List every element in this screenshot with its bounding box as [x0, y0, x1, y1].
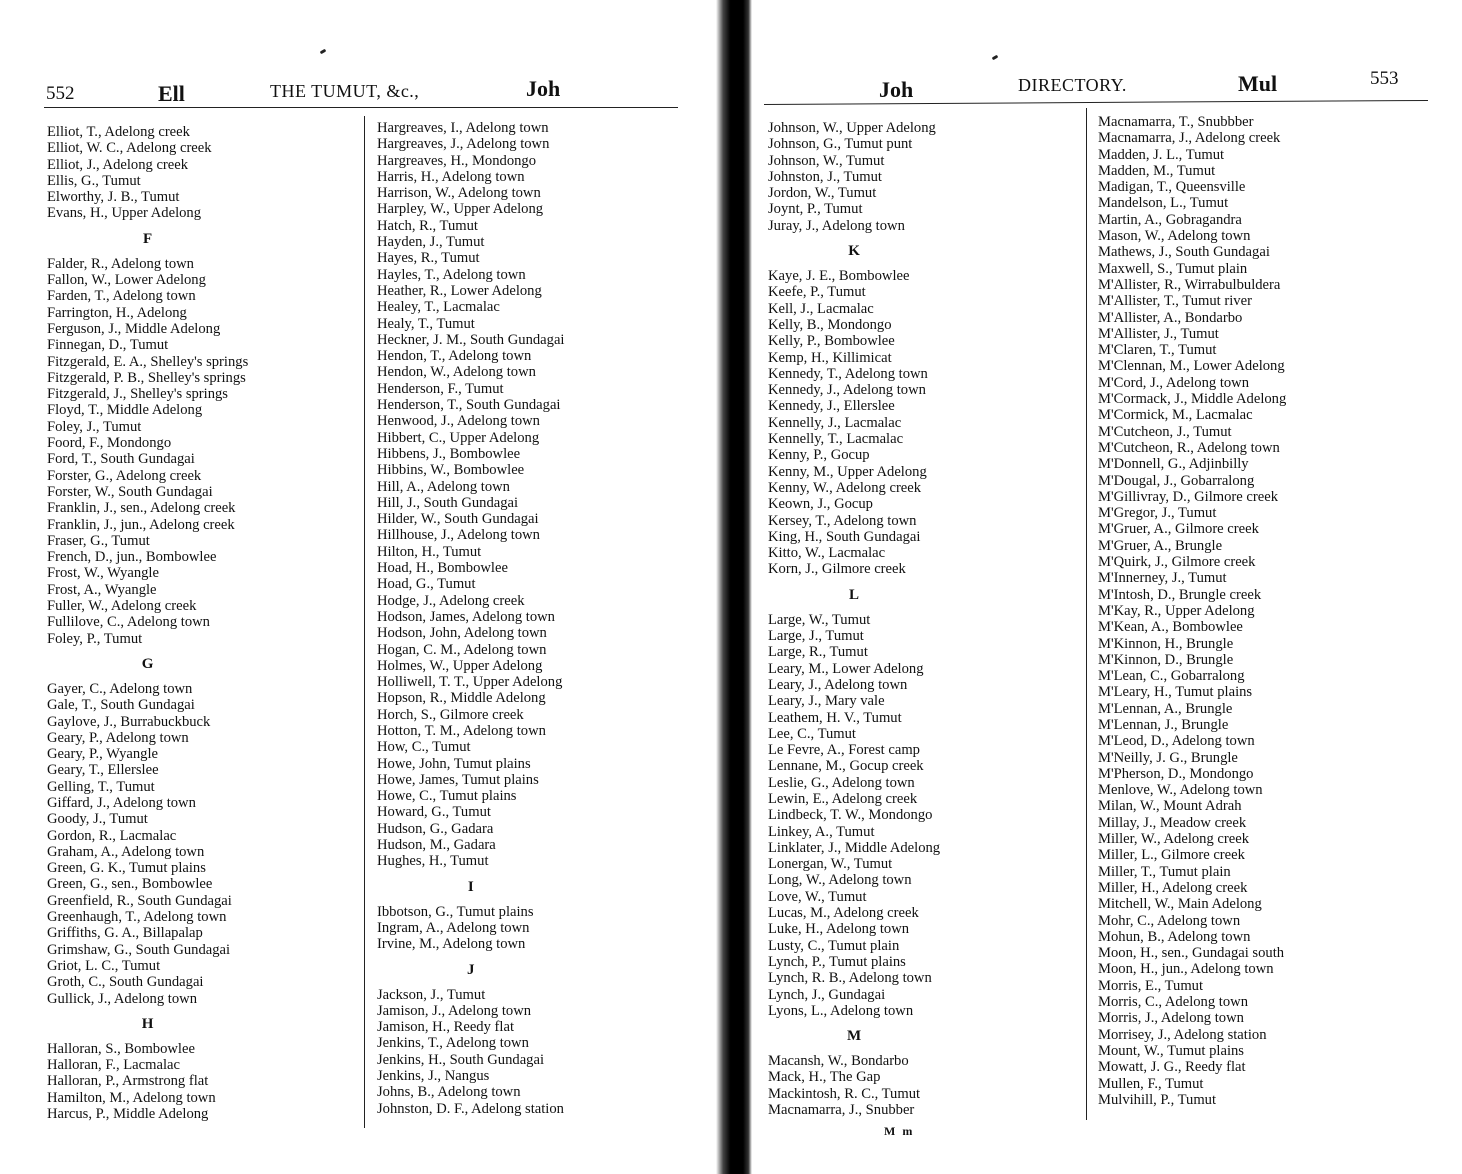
directory-entry: Lewin, E., Adelong creek [768, 790, 918, 807]
directory-entry: M'Quirk, J., Gilmore creek [1098, 554, 1256, 571]
directory-entry: Elworthy, J. B., Tumut [47, 189, 180, 206]
directory-entry: Morrisey, J., Adelong station [1098, 1026, 1267, 1043]
directory-entry: Linkey, A., Tumut [768, 823, 875, 840]
directory-entry: French, D., jun., Bombowlee [47, 549, 217, 566]
directory-entry: M'Leod, D., Adelong town [1098, 733, 1255, 750]
directory-entry: Henderson, T., South Gundagai [377, 397, 561, 414]
directory-entry: Hendon, W., Adelong town [377, 364, 536, 381]
directory-entry: Howe, John, Tumut plains [377, 755, 531, 772]
section-letter: F [143, 230, 153, 247]
directory-entry: Miller, T., Tumut plain [1098, 863, 1231, 880]
directory-entry: Halloran, P., Armstrong flat [47, 1073, 209, 1090]
header-rule [764, 100, 1428, 105]
directory-entry: Madigan, T., Queensville [1098, 179, 1246, 196]
directory-entry: Large, J., Tumut [768, 628, 864, 645]
directory-entry: Jordon, W., Tumut [768, 185, 877, 202]
directory-entry: Harrison, W., Adelong town [377, 185, 541, 202]
directory-entry: Finnegan, D., Tumut [47, 337, 169, 354]
directory-entry: Forster, W., South Gundagai [47, 483, 213, 500]
directory-entry: Keown, J., Gocup [768, 496, 873, 513]
directory-entry: Johnston, J., Tumut [768, 168, 882, 185]
book-gutter [706, 0, 768, 1174]
directory-entry: Juray, J., Adelong town [768, 217, 905, 234]
print-speck [992, 55, 999, 61]
directory-entry: Hayes, R., Tumut [377, 250, 480, 267]
directory-entry: Menlove, W., Adelong town [1098, 782, 1263, 799]
directory-entry: Mulvihill, P., Tumut [1098, 1091, 1217, 1108]
directory-entry: Kenny, M., Upper Adelong [768, 463, 927, 480]
directory-entry: Elliot, W. C., Adelong creek [47, 140, 212, 157]
directory-entry: M'Dougal, J., Gobarralong [1098, 472, 1255, 489]
directory-entry: Farden, T., Adelong town [47, 288, 196, 305]
directory-column-3 [768, 120, 940, 1118]
directory-entry: Healey, T., Lacmalac [377, 299, 500, 316]
directory-entry: Millay, J., Meadow creek [1098, 814, 1247, 831]
directory-entry: Johnson, W., Upper Adelong [768, 120, 936, 136]
directory-entry: Moon, H., sen., Gundagai south [1098, 945, 1285, 962]
directory-entry: Mason, W., Adelong town [1098, 228, 1251, 245]
directory-entry: Kelly, B., Mondongo [768, 316, 892, 333]
directory-entry: M'Pherson, D., Mondongo [1098, 765, 1254, 782]
directory-entry: Mohun, B., Adelong town [1098, 928, 1251, 945]
directory-entry: Gelling, T., Tumut [47, 778, 155, 795]
directory-entry: M'Allister, J., Tumut [1098, 325, 1219, 342]
directory-entry: Giffard, J., Adelong town [47, 794, 196, 811]
directory-entry: Mohr, C., Adelong town [1098, 912, 1241, 929]
directory-entry: Mathews, J., South Gundagai [1098, 244, 1270, 261]
directory-entry: Holmes, W., Upper Adelong [377, 657, 543, 674]
directory-entry: Hill, J., South Gundagai [377, 494, 519, 511]
directory-entry: Hilder, W., South Gundagai [377, 511, 539, 528]
directory-entry: Foord, F., Mondongo [47, 435, 172, 452]
page-number: 552 [46, 83, 75, 104]
directory-entry: M'Allister, R., Wirrabulbuldera [1098, 276, 1281, 293]
directory-entry: Hibbins, W., Bombowlee [377, 462, 525, 479]
directory-entry: Gullick, J., Adelong town [47, 990, 197, 1007]
directory-entry: Elliot, J., Adelong creek [47, 156, 189, 173]
directory-entry: Macnamarra, T., Snubbber [1098, 114, 1254, 130]
directory-entry: Heckner, J. M., South Gundagai [377, 331, 565, 348]
section-letter: J [466, 961, 475, 978]
directory-entry: Kennedy, T., Adelong town [768, 365, 928, 382]
directory-entry: Hogan, C. M., Adelong town [377, 641, 547, 658]
directory-entry: M'Kay, R., Upper Adelong [1098, 602, 1255, 619]
directory-entry: Harcus, P., Middle Adelong [47, 1106, 209, 1123]
directory-entry: Ingram, A., Adelong town [377, 919, 530, 936]
section-letter: M [846, 1028, 862, 1045]
print-speck [320, 49, 327, 55]
directory-entry: Linklater, J., Middle Adelong [768, 839, 941, 856]
directory-entry: Hargreaves, J., Adelong town [377, 136, 550, 153]
directory-entry: Keefe, P., Tumut [768, 284, 866, 301]
directory-entry: Foley, P., Tumut [47, 630, 143, 647]
directory-entry: M'Clennan, M., Lower Adelong [1098, 358, 1285, 375]
directory-entry: Howe, James, Tumut plains [377, 771, 539, 788]
directory-entry: Fallon, W., Lower Adelong [47, 272, 206, 289]
guide-word-first: Ell [158, 81, 185, 106]
directory-entry: Fullilove, C., Adelong town [47, 614, 210, 631]
directory-entry: Luke, H., Adelong town [768, 921, 910, 938]
directory-entry: M'Allister, T., Tumut river [1098, 293, 1252, 310]
directory-entry: M'Cormick, M., Lacmalac [1098, 407, 1253, 424]
directory-entry: Morris, C., Adelong town [1098, 994, 1248, 1011]
guide-word-first: Joh [879, 77, 914, 102]
directory-entry: Hargreaves, H., Mondongo [377, 152, 537, 169]
directory-entry: Green, G., sen., Bombowlee [47, 876, 213, 893]
directory-entry: M'Claren, T., Tumut [1098, 342, 1217, 359]
directory-entry: Lyons, L., Adelong town [768, 1002, 914, 1019]
running-title: THE TUMUT, &c., [270, 81, 420, 101]
directory-entry: Forster, G., Adelong creek [47, 467, 202, 484]
directory-entry: M'Innerney, J., Tumut [1098, 570, 1227, 587]
directory-entry: M'Leary, H., Tumut plains [1098, 684, 1253, 701]
directory-entry: M'Neilly, J. G., Brungle [1098, 749, 1238, 766]
directory-entry: Floyd, T., Middle Adelong [47, 402, 203, 419]
directory-entry: Fuller, W., Adelong creek [47, 598, 197, 615]
directory-entry: Fitzgerald, E. A., Shelley's springs [47, 353, 249, 370]
directory-entry: Ibbotson, G., Tumut plains [377, 903, 534, 920]
directory-entry: Hayles, T., Adelong town [377, 266, 526, 283]
directory-entry: Howard, G., Tumut [377, 804, 491, 821]
directory-entry: Geary, T., Ellerslee [47, 762, 159, 779]
directory-entry: Hibbert, C., Upper Adelong [377, 429, 540, 446]
section-letter: G [141, 655, 154, 672]
directory-entry: M'Gillivray, D., Gilmore creek [1098, 488, 1278, 505]
running-title: DIRECTORY. [1018, 75, 1127, 95]
directory-entry: Hayden, J., Tumut [377, 234, 485, 251]
directory-entry: Kersey, T., Adelong town [768, 512, 917, 529]
signature-mark: M m [884, 1124, 915, 1138]
directory-entry: Lucas, M., Adelong creek [768, 905, 919, 922]
directory-entry: Hodson, James, Adelong town [377, 608, 555, 625]
directory-entry: Hughes, H., Tumut [377, 853, 489, 870]
directory-entry: Halloran, S., Bombowlee [47, 1040, 195, 1057]
directory-entry: M'Cutcheon, R., Adelong town [1098, 439, 1280, 456]
directory-entry: M'Cord, J., Adelong town [1098, 374, 1250, 391]
directory-entry: Lindbeck, T. W., Mondongo [768, 807, 933, 824]
directory-entry: Kaye, J. E., Bombowlee [768, 268, 910, 285]
directory-entry: Martin, A., Gobragandra [1098, 211, 1242, 228]
directory-entry: M'Lennan, A., Brungle [1098, 700, 1233, 717]
directory-entry: Leary, M., Lower Adelong [768, 660, 924, 677]
directory-entry: M'Gruer, A., Gilmore creek [1098, 521, 1259, 538]
directory-entry: M'Lennan, J., Brungle [1098, 716, 1229, 733]
directory-entry: Harris, H., Adelong town [377, 168, 525, 185]
directory-entry: Geary, P., Wyangle [47, 746, 158, 763]
directory-entry: Hotton, T. M., Adelong town [377, 722, 546, 739]
directory-entry: Geary, P., Adelong town [47, 729, 189, 746]
directory-entry: Gale, T., South Gundagai [47, 697, 195, 714]
directory-entry: Maxwell, S., Tumut plain [1098, 260, 1248, 277]
directory-entry: Kenny, P., Gocup [768, 447, 870, 464]
directory-entry: Hillhouse, J., Adelong town [377, 527, 540, 544]
directory-entry: M'Gruer, A., Brungle [1098, 537, 1223, 554]
directory-entry: Heather, R., Lower Adelong [377, 282, 542, 299]
directory-entry: Miller, W., Adelong creek [1098, 831, 1249, 848]
directory-entry: M'Kean, A., Bombowlee [1098, 619, 1243, 636]
directory-entry: Milan, W., Mount Adrah [1098, 798, 1242, 815]
section-letter: I [467, 878, 474, 895]
directory-entry: Johnston, D. F., Adelong station [377, 1100, 564, 1117]
directory-entry: How, C., Tumut [377, 739, 471, 756]
directory-entry: Morris, J., Adelong town [1098, 1010, 1244, 1027]
directory-entry: M'Kinnon, D., Brungle [1098, 651, 1234, 668]
directory-entry: M'Gregor, J., Tumut [1098, 505, 1217, 522]
directory-entry: Hill, A., Adelong town [377, 478, 510, 495]
directory-entry: Long, W., Adelong town [768, 872, 912, 889]
directory-entry: Kennelly, T., Lacmalac [768, 431, 904, 448]
directory-entry: Ferguson, J., Middle Adelong [47, 320, 221, 337]
directory-entry: Jenkins, J., Nangus [377, 1068, 490, 1085]
directory-entry: M'Intosh, D., Brungle creek [1098, 586, 1262, 603]
directory-entry: Madden, J. L., Tumut [1098, 146, 1225, 163]
directory-entry: Horch, S., Gilmore creek [377, 706, 524, 723]
directory-entry: Mowatt, J. G., Reedy flat [1098, 1059, 1246, 1076]
right-page [764, 0, 1462, 1174]
directory-entry: Franklin, J., sen., Adelong creek [47, 500, 236, 517]
guide-word-last: Joh [526, 76, 561, 101]
directory-entry: Joynt, P., Tumut [768, 201, 863, 218]
directory-entry: Le Fevre, A., Forest camp [768, 742, 920, 759]
directory-entry: Mitchell, W., Main Adelong [1098, 896, 1262, 913]
directory-entry: Howe, C., Tumut plains [377, 788, 517, 805]
directory-column-4 [1098, 114, 1286, 1108]
directory-entry: Greenhaugh, T., Adelong town [47, 909, 227, 926]
directory-entry: Henwood, J., Adelong town [377, 413, 540, 430]
directory-entry: Gayer, C., Adelong town [47, 680, 193, 697]
directory-entry: Jamison, J., Adelong town [377, 1002, 532, 1019]
header-rule [44, 107, 678, 108]
directory-entry: Jenkins, H., South Gundagai [377, 1051, 545, 1068]
directory-entry: Gaylove, J., Burrabuckbuck [47, 713, 211, 730]
directory-entry: Leathem, H. V., Tumut [768, 709, 902, 726]
directory-entry: Miller, L., Gilmore creek [1098, 847, 1245, 864]
directory-entry: Henderson, F., Tumut [377, 380, 504, 397]
directory-entry: Ford, T., South Gundagai [47, 451, 195, 468]
directory-entry: Goody, J., Tumut [47, 811, 148, 828]
directory-entry: Falder, R., Adelong town [47, 255, 194, 272]
directory-entry: Franklin, J., jun., Adelong creek [47, 516, 235, 533]
directory-entry: Hibbens, J., Bombowlee [377, 445, 521, 462]
section-letter: H [141, 1015, 154, 1032]
directory-entry: Mount, W., Tumut plains [1098, 1042, 1244, 1059]
directory-entry: Mandelson, L., Tumut [1098, 195, 1229, 212]
directory-entry: Hodson, John, Adelong town [377, 625, 547, 642]
directory-entry: Hoad, G., Tumut [377, 576, 476, 593]
directory-entry: Frost, W., Wyangle [47, 565, 159, 582]
directory-entry: Kell, J., Lacmalac [768, 300, 874, 317]
directory-entry: Lee, C., Tumut [768, 725, 856, 742]
directory-entry: Korn, J., Gilmore creek [768, 561, 906, 578]
directory-entry: Elliot, T., Adelong creek [47, 124, 190, 140]
directory-entry: Ellis, G., Tumut [47, 172, 141, 189]
directory-entry: Graham, A., Adelong town [47, 843, 205, 860]
directory-entry: Leary, J., Adelong town [768, 676, 908, 693]
section-letter: K [848, 243, 860, 260]
directory-entry: Irvine, M., Adelong town [377, 936, 526, 953]
directory-entry: Jamison, H., Reedy flat [377, 1019, 514, 1036]
directory-entry: Miller, H., Adelong creek [1098, 879, 1248, 896]
directory-entry: M'Donnell, G., Adjinbilly [1098, 456, 1249, 473]
directory-entry: Morris, E., Tumut [1098, 977, 1204, 994]
directory-entry: Hatch, R., Tumut [377, 217, 478, 234]
directory-entry: M'Cutcheon, J., Tumut [1098, 423, 1232, 440]
column-rule [1086, 108, 1087, 1120]
directory-entry: Lusty, C., Tumut plain [768, 937, 900, 954]
directory-entry: Hopson, R., Middle Adelong [377, 690, 546, 707]
directory-entry: Kemp, H., Killimicat [768, 349, 892, 366]
directory-entry: Hamilton, M., Adelong town [47, 1089, 216, 1106]
directory-entry: Halloran, F., Lacmalac [47, 1057, 180, 1074]
directory-entry: Holliwell, T. T., Upper Adelong [377, 674, 563, 691]
directory-entry: Griot, L. C., Tumut [47, 957, 161, 974]
directory-entry: Madden, M., Tumut [1098, 162, 1216, 179]
directory-column-2 [377, 120, 564, 1117]
directory-entry: M'Cormack, J., Middle Adelong [1098, 391, 1287, 408]
directory-entry: Fitzgerald, P. B., Shelley's springs [47, 369, 246, 386]
directory-entry: Kennelly, J., Lacmalac [768, 414, 902, 431]
directory-entry: M'Kinnon, H., Brungle [1098, 635, 1234, 652]
directory-entry: M'Allister, A., Bondarbo [1098, 309, 1243, 326]
directory-entry: Mack, H., The Gap [768, 1069, 881, 1086]
directory-entry: Healy, T., Tumut [377, 315, 475, 332]
directory-entry: Foley, J., Tumut [47, 418, 142, 435]
directory-entry: Lynch, P., Tumut plains [768, 953, 906, 970]
directory-entry: Jenkins, T., Adelong town [377, 1035, 529, 1052]
directory-entry: Kennedy, J., Adelong town [768, 382, 926, 399]
directory-entry: Lynch, R. B., Adelong town [768, 970, 932, 987]
directory-entry: Mullen, F., Tumut [1098, 1075, 1204, 1092]
directory-entry: Jackson, J., Tumut [377, 986, 486, 1003]
directory-entry: Fitzgerald, J., Shelley's springs [47, 386, 228, 403]
directory-entry: Hudson, G., Gadara [377, 820, 494, 837]
directory-entry: Hoad, H., Bombowlee [377, 560, 508, 577]
directory-entry: Farrington, H., Adelong [47, 304, 187, 321]
directory-entry: Lonergan, W., Tumut [768, 856, 893, 873]
directory-entry: Love, W., Tumut [768, 888, 867, 905]
directory-entry: Hilton, H., Tumut [377, 543, 482, 560]
directory-entry: Lennane, M., Gocup creek [768, 758, 924, 775]
directory-entry: Hendon, T., Adelong town [377, 348, 532, 365]
directory-entry: Harpley, W., Upper Adelong [377, 201, 544, 218]
section-letter: L [849, 586, 860, 603]
directory-entry: Gordon, R., Lacmalac [47, 827, 177, 844]
directory-entry: Groth, C., South Gundagai [47, 974, 204, 991]
column-rule [364, 116, 365, 1128]
directory-entry: Kelly, P., Bombowlee [768, 333, 895, 350]
directory-entry: Leslie, G., Adelong town [768, 774, 915, 791]
directory-entry: Green, G. K., Tumut plains [47, 860, 206, 877]
directory-entry: Kennedy, J., Ellerslee [768, 398, 895, 415]
directory-entry: Hudson, M., Gadara [377, 837, 496, 854]
directory-entry: Macansh, W., Bondarbo [768, 1053, 909, 1070]
directory-entry: Greenfield, R., South Gundagai [47, 892, 232, 909]
directory-entry: Grimshaw, G., South Gundagai [47, 941, 231, 958]
directory-entry: Kitto, W., Lacmalac [768, 545, 886, 562]
directory-entry: Hargreaves, I., Adelong town [377, 120, 549, 136]
directory-entry: Griffiths, G. A., Billapalap [47, 925, 203, 942]
directory-entry: Fraser, G., Tumut [47, 532, 150, 549]
directory-entry: Johnson, G., Tumut punt [768, 136, 913, 153]
directory-entry: Johns, B., Adelong town [377, 1084, 521, 1101]
directory-entry: Hodge, J., Adelong creek [377, 592, 525, 609]
guide-word-last: Mul [1238, 71, 1278, 96]
directory-entry: Macnamarra, J., Adelong creek [1098, 130, 1281, 147]
directory-entry: King, H., South Gundagai [768, 528, 921, 545]
directory-entry: Moon, H., jun., Adelong town [1098, 961, 1274, 978]
directory-entry: Johnson, W., Tumut [768, 152, 885, 169]
directory-entry: Kenny, W., Adelong creek [768, 479, 922, 496]
directory-column-1 [47, 124, 248, 1122]
directory-entry: M'Lean, C., Gobarralong [1098, 668, 1245, 685]
directory-entry: Mackintosh, R. C., Tumut [768, 1085, 921, 1102]
directory-entry: Macnamarra, J., Snubber [768, 1102, 915, 1119]
left-page [0, 0, 710, 1174]
directory-entry: Frost, A., Wyangle [47, 581, 157, 598]
directory-entry: Large, R., Tumut [768, 644, 868, 661]
directory-entry: Evans, H., Upper Adelong [47, 205, 202, 222]
page-number: 553 [1370, 68, 1399, 89]
directory-entry: Large, W., Tumut [768, 611, 871, 628]
directory-entry: Lynch, J., Gundagai [768, 986, 886, 1003]
directory-entry: Leary, J., Mary vale [768, 693, 885, 710]
